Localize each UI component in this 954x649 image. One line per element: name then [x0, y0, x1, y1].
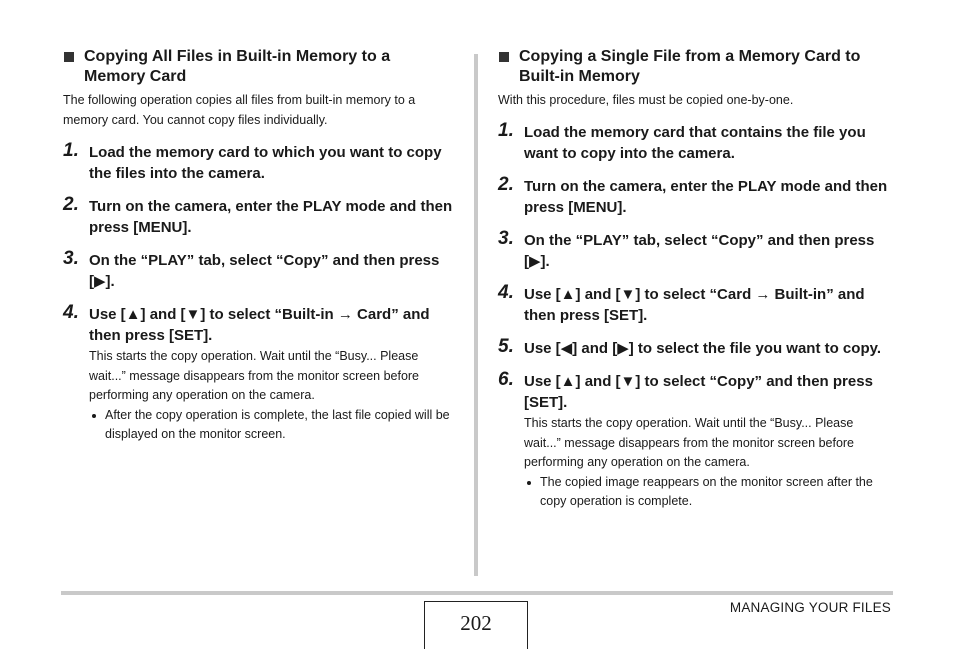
step-number: 2. [63, 194, 79, 215]
right-step-4 [498, 284, 890, 326]
right-step-2 [498, 176, 890, 218]
step-number: 2. [498, 174, 514, 195]
step-text: Use [▲] and [▼] to select “Card → Built-in” and then press [SET]. [524, 286, 865, 324]
step-number: 4. [498, 282, 514, 303]
left-column [63, 47, 455, 445]
step-number: 3. [498, 228, 514, 249]
right-step-5 [498, 338, 890, 359]
section-title: MANAGING YOUR FILES [729, 600, 891, 615]
page-number: 202 [424, 601, 528, 649]
footer-rule [61, 591, 893, 595]
right-step-1 [498, 122, 890, 164]
square-bullet-icon [64, 52, 74, 62]
right-section-heading: Copying a Single File from a Memory Card to Built-in Memory [498, 47, 890, 87]
step-note: The copied image reappears on the monitor screen after the copy operation is complete. [524, 473, 890, 512]
step-text: Use [▲] and [▼] to select “Built-in → Card” and then press [SET]. [89, 306, 430, 344]
left-step-3 [63, 250, 455, 292]
bullet-dot-icon [92, 414, 96, 418]
right-intro: With this procedure, files must be copied one-by-one. [498, 93, 794, 107]
step-text: On the “PLAY” tab, select “Copy” and then press [▶]. [89, 252, 440, 290]
step-text: Turn on the camera, enter the PLAY mode and then press [MENU]. [524, 178, 888, 216]
square-bullet-icon [499, 52, 509, 62]
step-number: 1. [498, 120, 514, 141]
step-text: Load the memory card to which you want to copy the files into the camera. [89, 144, 442, 182]
left-step-4 [63, 304, 455, 445]
step-number: 4. [63, 302, 79, 323]
step-text: Use [◀] and [▶] to select the file you want to copy. [524, 340, 881, 357]
step-text: Turn on the camera, enter the PLAY mode and then press [MENU]. [89, 198, 453, 236]
step-number: 5. [498, 336, 514, 357]
step-number: 3. [63, 248, 79, 269]
step-number: 6. [498, 369, 514, 390]
left-section-heading: Copying All Files in Built-in Memory to a Memory Card [63, 47, 455, 87]
step-description: This starts the copy operation. Wait until the “Busy... Please wait...” message disappears from the monitor screen before performing any operation on the camera. [89, 349, 420, 402]
bullet-dot-icon [527, 481, 531, 485]
right-column [498, 47, 890, 512]
right-step-6 [498, 371, 890, 512]
step-text: Use [▲] and [▼] to select “Copy” and then press [SET]. [524, 373, 873, 411]
right-step-3 [498, 230, 890, 272]
step-description: This starts the copy operation. Wait until the “Busy... Please wait...” message disappears from the monitor screen before performing any operation on the camera. [524, 416, 855, 469]
left-intro: The following operation copies all files from built-in memory to a memory card. You cannot copy files individually. [63, 93, 416, 127]
step-number: 1. [63, 140, 79, 161]
step-note: After the copy operation is complete, the last file copied will be displayed on the monitor screen. [89, 406, 455, 445]
step-text: Load the memory card that contains the file you want to copy into the camera. [524, 124, 866, 162]
column-divider [474, 54, 478, 576]
left-step-2 [63, 196, 455, 238]
left-step-1 [63, 142, 455, 184]
step-text: On the “PLAY” tab, select “Copy” and then press [▶]. [524, 232, 875, 270]
